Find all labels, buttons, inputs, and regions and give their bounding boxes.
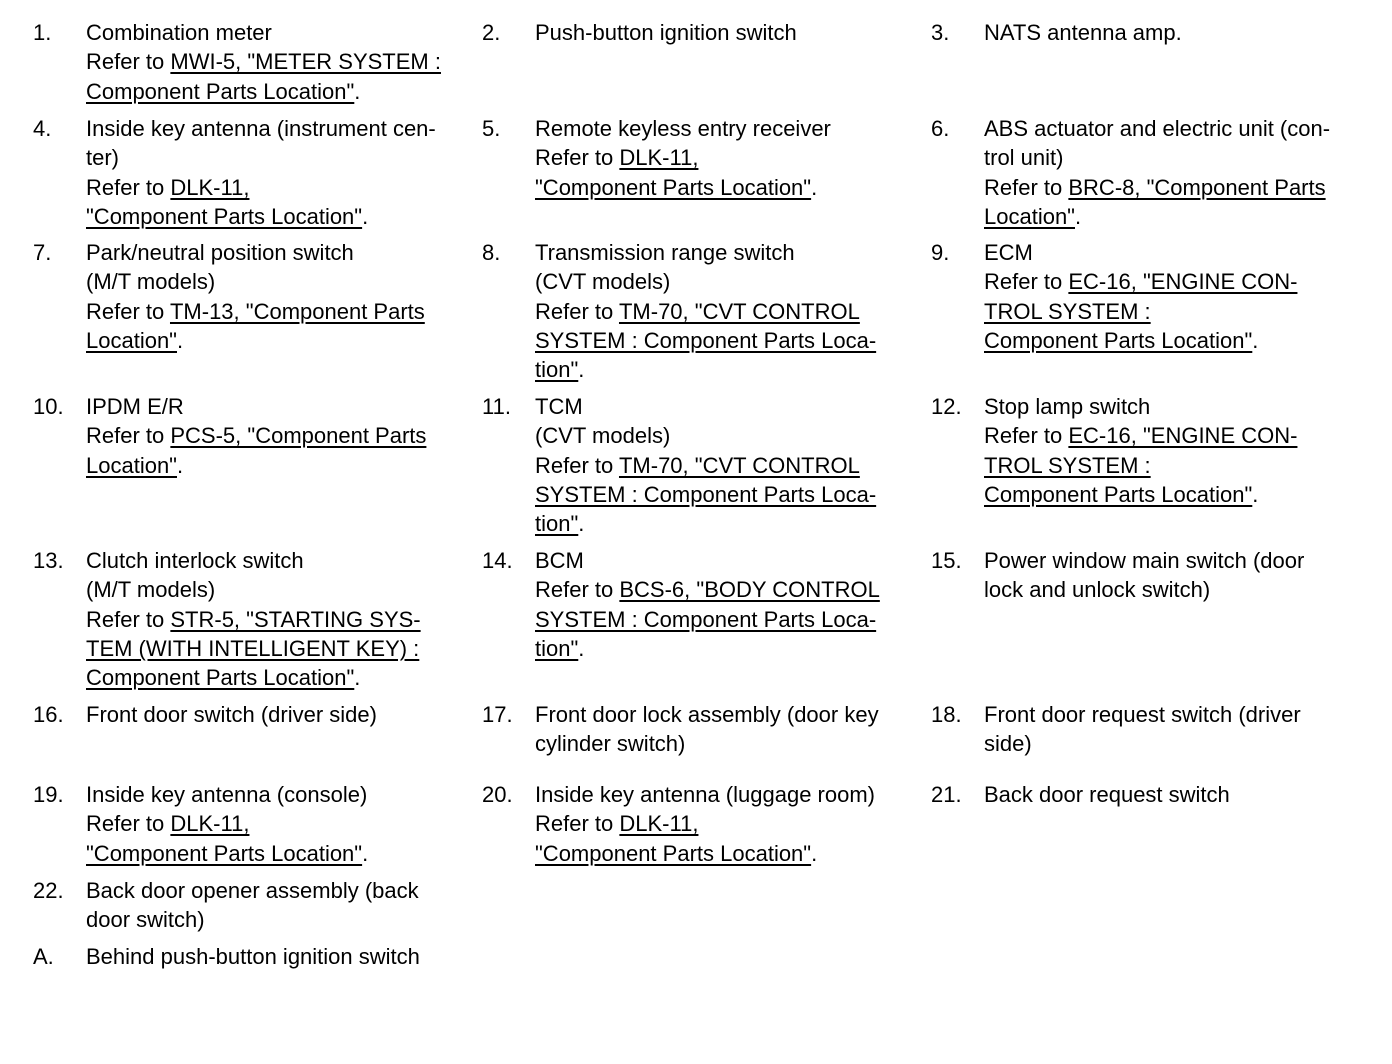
text-line — [86, 451, 476, 480]
reference-link[interactable]: DLK-11, — [170, 811, 250, 837]
reference-link[interactable]: TM-70, "CVT CONTROL — [618, 298, 860, 324]
text-segment: Refer to — [535, 577, 620, 603]
reference-link[interactable]: Location" — [984, 203, 1075, 229]
reference-link[interactable]: DLK-11, — [619, 145, 699, 171]
text-segment: Push-button ignition switch — [535, 20, 797, 45]
reference-link[interactable]: TROL SYSTEM : — [984, 298, 1151, 324]
text-line — [984, 780, 1374, 809]
text-line — [984, 392, 1374, 421]
text-segment: Refer to — [535, 452, 619, 478]
text-line — [86, 238, 476, 267]
text-segment: Combination meter — [86, 20, 272, 45]
reference-link[interactable]: SYSTEM : Component Parts Loca- — [535, 481, 877, 507]
text-segment: Refer to — [86, 174, 171, 200]
text-segment: . — [177, 452, 184, 478]
reference-link[interactable]: TM-13, "Component Parts — [169, 298, 425, 324]
text-line — [535, 480, 925, 509]
text-line — [984, 451, 1374, 480]
item-number: 6. — [931, 116, 950, 141]
text-line — [535, 238, 925, 267]
item-number: 17. — [482, 702, 513, 727]
reference-link[interactable]: EC-16, "ENGINE CON- — [1068, 423, 1298, 449]
reference-link[interactable]: tion" — [535, 635, 579, 661]
text-segment: Refer to — [86, 49, 171, 75]
item-text — [86, 546, 476, 692]
reference-link[interactable]: SYSTEM : Component Parts Loca- — [535, 327, 877, 353]
text-segment: Front door lock assembly (door key — [535, 702, 879, 727]
text-line — [984, 143, 1374, 172]
reference-link[interactable]: tion" — [535, 511, 579, 537]
text-segment: Stop lamp switch — [984, 394, 1151, 419]
item-text — [86, 114, 476, 231]
text-segment: Park/neutral position switch — [86, 240, 354, 265]
reference-link[interactable]: Component Parts Location" — [86, 665, 355, 691]
item-number: 16. — [33, 702, 64, 727]
text-segment: ECM — [984, 240, 1033, 265]
reference-link[interactable]: "Component Parts Location" — [86, 203, 363, 229]
text-segment: . — [578, 635, 585, 661]
reference-link[interactable]: BRC-8, "Component Parts — [1068, 174, 1326, 200]
item-number: 18. — [931, 702, 962, 727]
text-segment: Clutch interlock switch — [86, 548, 304, 573]
text-line — [535, 546, 925, 575]
text-segment: (M/T models) — [86, 269, 216, 295]
reference-link[interactable]: "Component Parts Location" — [535, 174, 812, 200]
text-segment: . — [1252, 481, 1259, 507]
reference-link[interactable]: BCS-6, "BODY CONTROL — [619, 577, 880, 603]
item-text — [535, 114, 925, 202]
item-number: 9. — [931, 240, 950, 265]
item-number: 8. — [482, 240, 501, 265]
item-text — [984, 392, 1374, 509]
text-line — [86, 18, 476, 47]
text-segment: Refer to — [984, 423, 1069, 449]
item-number: A. — [33, 944, 54, 969]
text-segment: side) — [984, 731, 1032, 757]
text-segment: Refer to — [984, 174, 1069, 200]
reference-link[interactable]: Location" — [86, 452, 177, 478]
text-line — [984, 297, 1374, 326]
item-text — [86, 780, 476, 868]
text-line — [86, 546, 476, 575]
text-segment: . — [578, 357, 585, 383]
text-line — [535, 421, 925, 450]
text-segment: Back door request switch — [984, 782, 1230, 807]
item-text — [984, 780, 1374, 809]
text-line — [86, 605, 476, 634]
text-segment: Refer to — [86, 811, 171, 837]
reference-link[interactable]: TEM (WITH INTELLIGENT KEY) : — [86, 635, 420, 661]
text-line — [86, 297, 476, 326]
item-number: 21. — [931, 782, 962, 807]
text-segment: Refer to — [86, 423, 171, 449]
text-line — [984, 267, 1374, 296]
text-line — [535, 700, 925, 729]
item-text — [984, 114, 1374, 231]
text-segment: Refer to — [86, 298, 170, 324]
text-segment: Refer to — [86, 606, 171, 632]
text-segment: Refer to — [984, 269, 1069, 295]
text-segment: Inside key antenna (console) — [86, 782, 368, 807]
item-number: 14. — [482, 548, 513, 573]
text-line — [86, 173, 476, 202]
item-text — [535, 238, 925, 384]
text-segment: (CVT models) — [535, 269, 671, 295]
text-line — [535, 114, 925, 143]
text-line — [984, 326, 1374, 355]
item-number: 10. — [33, 394, 64, 419]
item-number: 11. — [482, 394, 511, 419]
text-segment: . — [1252, 327, 1259, 353]
text-line — [86, 905, 476, 934]
text-line — [86, 876, 476, 905]
text-segment: ABS actuator and electric unit (con- — [984, 116, 1331, 141]
text-segment: Front door switch (driver side) — [86, 702, 377, 727]
text-line — [86, 202, 476, 231]
item-number: 20. — [482, 782, 513, 807]
text-line — [984, 729, 1374, 758]
item-number: 4. — [33, 116, 52, 141]
reference-link[interactable]: TM-70, "CVT CONTROL — [618, 452, 860, 478]
text-segment: . — [811, 174, 818, 200]
item-text — [86, 700, 476, 729]
text-segment: Refer to — [535, 811, 620, 837]
text-line — [86, 942, 476, 971]
text-line — [535, 173, 925, 202]
text-line — [86, 143, 476, 172]
text-segment: door switch) — [86, 907, 205, 933]
text-segment: . — [354, 665, 361, 691]
text-line — [984, 575, 1374, 604]
item-text — [86, 18, 476, 106]
text-segment: Inside key antenna (instrument cen- — [86, 116, 436, 141]
item-text — [984, 546, 1374, 605]
text-line — [535, 634, 925, 663]
item-number: 13. — [33, 548, 64, 573]
item-number: 5. — [482, 116, 501, 141]
text-segment: trol unit) — [984, 145, 1064, 171]
text-line — [86, 634, 476, 663]
text-line — [535, 729, 925, 758]
reference-link[interactable]: Location" — [86, 327, 177, 353]
text-line — [984, 18, 1374, 47]
text-line — [984, 202, 1374, 231]
text-segment: Transmission range switch — [535, 240, 795, 265]
text-line — [984, 238, 1374, 267]
text-line — [535, 18, 925, 47]
text-line — [535, 575, 925, 604]
item-number: 1. — [33, 20, 52, 45]
text-line — [984, 480, 1374, 509]
text-line — [535, 326, 925, 355]
item-number: 2. — [482, 20, 501, 45]
item-number: 7. — [33, 240, 52, 265]
text-segment: (CVT models) — [535, 423, 671, 449]
text-segment: BCM — [535, 548, 584, 573]
text-segment: Refer to — [535, 145, 620, 171]
reference-link[interactable]: EC-16, "ENGINE CON- — [1068, 269, 1298, 295]
item-number: 15. — [931, 548, 962, 573]
item-number: 3. — [931, 20, 950, 45]
item-text — [86, 876, 476, 935]
item-text — [535, 780, 925, 868]
text-line — [86, 326, 476, 355]
text-line — [535, 451, 925, 480]
text-line — [86, 47, 476, 76]
text-line — [86, 392, 476, 421]
text-line — [86, 839, 476, 868]
item-text — [86, 238, 476, 355]
reference-link[interactable]: "Component Parts Location" — [86, 840, 363, 866]
text-segment: . — [811, 840, 818, 866]
reference-link[interactable]: DLK-11, — [619, 811, 699, 837]
text-segment: IPDM E/R — [86, 394, 184, 419]
text-segment: . — [362, 840, 369, 866]
text-line — [984, 700, 1374, 729]
reference-link[interactable]: Component Parts Location" — [86, 78, 355, 104]
reference-link[interactable]: Component Parts Location" — [984, 327, 1253, 353]
reference-link[interactable]: MWI-5, "METER SYSTEM : — [170, 49, 441, 75]
item-text — [86, 392, 476, 480]
text-line — [86, 421, 476, 450]
text-line — [984, 546, 1374, 575]
text-segment: Power window main switch (door — [984, 548, 1305, 573]
text-line — [535, 267, 925, 296]
reference-link[interactable]: tion" — [535, 357, 579, 383]
text-segment: . — [578, 511, 585, 537]
text-segment: Front door request switch (driver — [984, 702, 1301, 727]
text-line — [86, 114, 476, 143]
text-segment: Refer to — [535, 298, 619, 324]
text-segment: lock and unlock switch) — [984, 577, 1211, 603]
item-number: 19. — [33, 782, 64, 807]
reference-link[interactable]: SYSTEM : Component Parts Loca- — [535, 606, 877, 632]
text-segment: . — [354, 78, 361, 104]
text-segment: ter) — [86, 145, 119, 171]
text-line — [984, 421, 1374, 450]
reference-link[interactable]: Component Parts Location" — [984, 481, 1253, 507]
text-segment: TCM — [535, 394, 583, 419]
text-line — [535, 509, 925, 538]
text-line — [535, 392, 925, 421]
text-line — [535, 780, 925, 809]
text-segment: cylinder switch) — [535, 731, 686, 757]
item-text — [984, 18, 1374, 47]
reference-link[interactable]: PCS-5, "Component Parts — [170, 423, 427, 449]
text-line — [984, 173, 1374, 202]
text-line — [535, 809, 925, 838]
item-number: 22. — [33, 878, 64, 903]
text-segment: (M/T models) — [86, 577, 216, 603]
text-line — [535, 839, 925, 868]
text-segment: Back door opener assembly (back — [86, 878, 419, 903]
text-line — [86, 77, 476, 106]
item-text — [535, 18, 925, 47]
text-line — [535, 297, 925, 326]
text-line — [86, 267, 476, 296]
text-segment: . — [362, 203, 369, 229]
text-line — [535, 605, 925, 634]
item-text — [984, 700, 1374, 759]
reference-link[interactable]: STR-5, "STARTING SYS- — [170, 606, 421, 632]
text-segment: Behind push-button ignition switch — [86, 944, 420, 969]
item-text — [86, 942, 476, 971]
text-line — [86, 700, 476, 729]
text-segment: NATS antenna amp. — [984, 20, 1182, 45]
item-number: 12. — [931, 394, 962, 419]
text-line — [86, 663, 476, 692]
text-segment: Inside key antenna (luggage room) — [535, 782, 875, 807]
text-line — [535, 143, 925, 172]
text-line — [86, 809, 476, 838]
text-segment: Remote keyless entry receiver — [535, 116, 831, 141]
item-text — [535, 700, 925, 759]
reference-link[interactable]: "Component Parts Location" — [535, 840, 812, 866]
text-line — [86, 780, 476, 809]
text-segment: . — [1075, 203, 1082, 229]
text-line — [535, 355, 925, 384]
reference-link[interactable]: DLK-11, — [170, 174, 250, 200]
text-segment: . — [177, 327, 184, 353]
item-text — [535, 546, 925, 663]
item-text — [984, 238, 1374, 355]
reference-link[interactable]: TROL SYSTEM : — [984, 452, 1151, 478]
item-text — [535, 392, 925, 538]
text-line — [86, 575, 476, 604]
text-line — [984, 114, 1374, 143]
